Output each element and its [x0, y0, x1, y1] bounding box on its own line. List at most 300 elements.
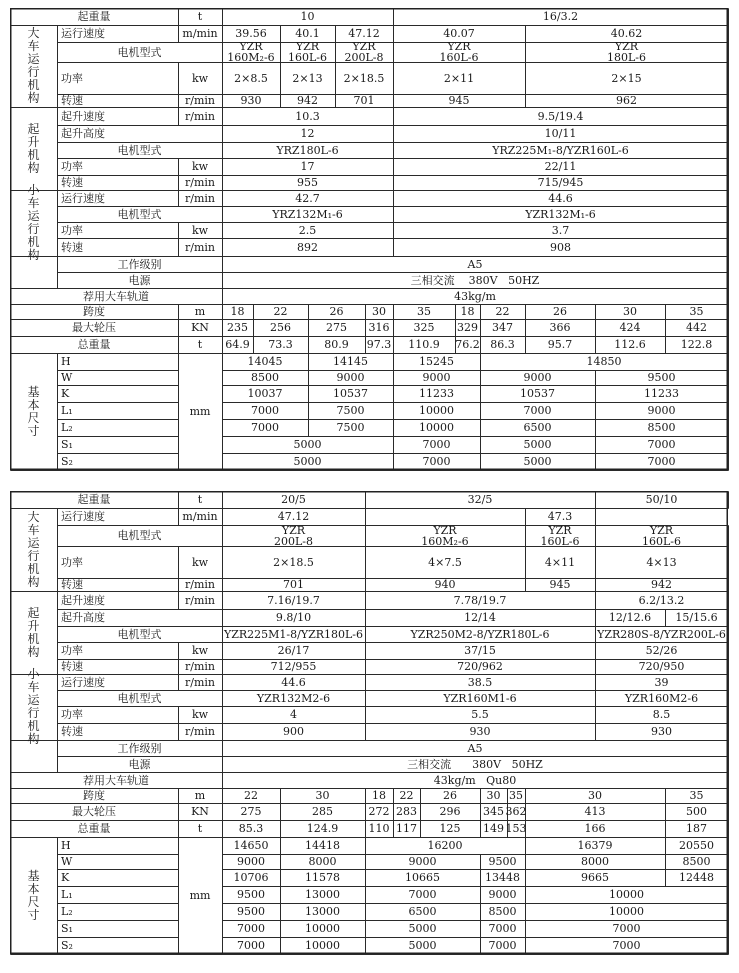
- table-cell: 10000: [305, 922, 340, 935]
- table-cell: 39: [654, 675, 669, 689]
- table-cell: 12/12.6: [608, 611, 652, 624]
- table-cell: 13000: [305, 888, 340, 901]
- table-cell: L₂: [61, 421, 73, 434]
- table-cell: 22: [495, 305, 510, 318]
- table-cell: K: [61, 387, 70, 400]
- table-cell: 9000: [647, 404, 676, 417]
- table-cell: 275: [240, 805, 262, 818]
- table-cell: 110.9: [408, 338, 440, 351]
- table-cell: 40.62: [610, 27, 643, 40]
- table-cell: 转速: [61, 578, 83, 591]
- table-cell: 11233: [644, 387, 679, 400]
- table-cell: 6500: [408, 905, 437, 918]
- table-cell: 47.12: [348, 27, 380, 40]
- table-cell: 总重量: [77, 338, 111, 351]
- table-cell: 起 升 机 构: [27, 121, 40, 175]
- table-cell: 10537: [520, 387, 555, 400]
- table-cell: 10/11: [544, 127, 577, 140]
- table-cell: 30: [315, 789, 330, 802]
- table-cell: 4: [290, 708, 297, 721]
- spec-table-1: [10, 8, 728, 478]
- table-cell: 8000: [581, 855, 609, 868]
- table-cell: 117: [396, 822, 417, 835]
- table-cell: 9500: [647, 371, 676, 384]
- table-cell: YZR225M1-8/YZR180L-6: [223, 627, 364, 641]
- table-cell: YRZ132M₁-6: [272, 207, 343, 221]
- table-cell: 9665: [581, 871, 609, 884]
- table-cell: 166: [584, 822, 606, 835]
- table-cell: YZR160M1-6: [443, 691, 517, 705]
- table-cell: 功率: [61, 71, 83, 85]
- table-cell: m: [194, 305, 206, 318]
- table-cell: 955: [297, 176, 318, 189]
- table-cell: 起升高度: [61, 611, 105, 624]
- table-cell: mm: [189, 405, 211, 418]
- table-cell: 9000: [237, 855, 265, 868]
- table-cell: 16379: [577, 839, 613, 852]
- table-cell: W: [61, 855, 73, 868]
- table-cell: 256: [270, 321, 291, 334]
- table-cell: 930: [651, 725, 672, 738]
- table-cell: YZR 200L-8: [273, 523, 313, 548]
- table-cell: 9.8/10: [275, 611, 312, 624]
- table-cell: 4×11: [544, 555, 576, 569]
- table-cell: 2×11: [443, 71, 475, 85]
- table-cell: m/min: [182, 510, 218, 523]
- table-cell: 2×18.5: [343, 71, 385, 85]
- table-cell: YZR 160L-6: [540, 523, 580, 548]
- table-cell: 4×13: [646, 555, 677, 569]
- table-cell: 22/11: [544, 160, 577, 173]
- table-cell: 153: [505, 822, 527, 835]
- table-cell: 9000: [523, 371, 552, 384]
- table-cell: 500: [686, 805, 707, 818]
- table-cell: 908: [550, 240, 571, 254]
- table-cell: 275: [326, 321, 347, 334]
- table-cell: 工作级别: [117, 741, 162, 755]
- table-cell: 442: [686, 321, 707, 334]
- table-cell: 26: [329, 305, 344, 318]
- table-cell: A5: [467, 257, 483, 271]
- table-cell: 22: [244, 789, 258, 802]
- table-cell: 942: [651, 578, 672, 591]
- table-cell: 930: [240, 94, 262, 107]
- table-cell: 962: [616, 94, 637, 107]
- table-cell: L₁: [61, 888, 73, 901]
- table-cell: 9000: [422, 371, 451, 384]
- table-cell: 5000: [293, 455, 322, 468]
- table-cell: 运行速度: [61, 675, 105, 689]
- table-cell: 14145: [333, 355, 368, 368]
- table-cell: 22: [399, 789, 414, 802]
- table-cell: H: [61, 355, 71, 368]
- table-cell: 44.6: [548, 191, 573, 205]
- table-cell: 701: [353, 94, 375, 107]
- table-cell: 424: [619, 321, 641, 334]
- table-cell: 5000: [523, 438, 552, 451]
- table-cell: YZR 200L-8: [344, 40, 384, 64]
- table-cell: 10000: [419, 404, 454, 417]
- table-cell: 362: [505, 805, 527, 818]
- table-cell: 总重量: [77, 822, 111, 835]
- table-cell: YRZ180L-6: [276, 143, 339, 157]
- table-cell: 小 车 运 行 机 构: [27, 667, 40, 746]
- table-cell: 32/5: [467, 493, 493, 506]
- table-cell: 76.2: [455, 338, 480, 351]
- table-cell: 10000: [609, 888, 644, 901]
- table-cell: m: [194, 789, 206, 802]
- table-cell: 12448: [679, 871, 714, 884]
- table-cell: 7000: [647, 438, 676, 451]
- table-cell: 892: [297, 240, 318, 254]
- table-cell: 7000: [422, 438, 451, 451]
- table-cell: t: [197, 493, 203, 506]
- table-cell: 18: [230, 305, 245, 318]
- table-cell: 97.3: [366, 338, 392, 351]
- table-cell: 5.5: [471, 708, 489, 721]
- table-cell: 122.8: [680, 338, 713, 351]
- table-cell: 功率: [61, 160, 83, 173]
- table-cell: r/min: [185, 109, 215, 123]
- table-cell: 345: [483, 805, 504, 818]
- table-cell: YZR 160L-6: [287, 40, 327, 64]
- table-cell: 235: [227, 321, 248, 334]
- table-cell: 7000: [488, 939, 517, 952]
- table-cell: KN: [191, 805, 209, 818]
- table-cell: W: [61, 371, 73, 384]
- table-cell: 47.12: [277, 510, 310, 523]
- table-cell: 三相交流 380V 50HZ: [407, 757, 543, 771]
- table-cell: 2×15: [611, 71, 642, 85]
- spec-table-2: [10, 491, 728, 963]
- table-cell: 10000: [609, 905, 644, 918]
- table-cell: 8000: [308, 855, 337, 868]
- table-cell: 85.3: [238, 822, 264, 835]
- table-cell: YRZ225M₁-8/YZR160L-6: [492, 143, 629, 157]
- table-cell: 35: [509, 789, 523, 802]
- table-cell: S₁: [61, 922, 73, 935]
- table-cell: 起升速度: [61, 109, 105, 123]
- table-cell: 16/3.2: [542, 10, 579, 23]
- table-cell: 124.9: [306, 822, 339, 835]
- table-cell: 9500: [237, 905, 265, 918]
- table-cell: kw: [191, 555, 209, 569]
- table-cell: 运行速度: [61, 510, 105, 523]
- table-cell: 7000: [408, 888, 437, 901]
- table-cell: 2×18.5: [273, 555, 314, 569]
- table-cell: 930: [469, 725, 491, 738]
- table-cell: 起重量: [77, 10, 111, 23]
- table-cell: 329: [457, 321, 478, 334]
- table-cell: 2×13: [292, 71, 323, 85]
- table-cell: r/min: [185, 725, 215, 738]
- table-cell: YZR 180L-6: [606, 40, 646, 64]
- table-cell: 转速: [61, 240, 83, 254]
- table-cell: 8500: [488, 905, 517, 918]
- table-cell: 功率: [61, 708, 83, 721]
- table-cell: 6500: [523, 421, 552, 434]
- table-cell: YZR132M2-6: [256, 691, 331, 705]
- table-cell: YZR 160L-6: [439, 40, 479, 64]
- table-cell: 转速: [61, 660, 83, 673]
- table-cell: 285: [312, 805, 333, 818]
- table-cell: 13448: [485, 871, 520, 884]
- table-cell: 2×8.5: [234, 71, 268, 85]
- table-cell: YZR160M2-6: [624, 691, 699, 705]
- table-cell: 10037: [247, 387, 283, 400]
- table-cell: 7.78/19.7: [453, 593, 507, 607]
- table-cell: 149: [483, 822, 504, 835]
- table-cell: YZR250M2-8/YZR180L-6: [410, 627, 550, 641]
- table-cell: 7.16/19.7: [267, 593, 320, 607]
- table-cell: H: [61, 839, 71, 852]
- table-cell: 基 本 尺 寸: [27, 868, 40, 922]
- table-cell: 运行速度: [61, 191, 105, 205]
- table-cell: 945: [448, 94, 470, 107]
- table-cell: 功率: [61, 644, 83, 657]
- table-cell: kw: [191, 644, 209, 657]
- table-cell: KN: [191, 321, 209, 334]
- table-cell: 325: [413, 321, 435, 334]
- table-cell: 50/10: [645, 493, 678, 506]
- table-cell: S₂: [61, 939, 73, 952]
- table-cell: 7000: [237, 922, 265, 935]
- table-cell: 40.1: [295, 27, 320, 40]
- table-cell: 4×7.5: [428, 555, 462, 569]
- table-cell: 712/955: [270, 660, 317, 673]
- table-cell: 7000: [523, 404, 552, 417]
- table-cell: 10665: [405, 871, 440, 884]
- table-cell: 3.7: [551, 223, 570, 237]
- table-cell: 37/15: [464, 644, 496, 657]
- table-cell: 8500: [251, 371, 279, 384]
- table-cell: 940: [434, 578, 456, 591]
- table-cell: 14650: [233, 839, 269, 852]
- table-cell: A5: [467, 741, 483, 755]
- table-cell: r/min: [185, 176, 215, 189]
- table-cell: r/min: [185, 675, 215, 689]
- table-cell: 26/17: [277, 644, 310, 657]
- table-cell: 大 车 运 行 机 构: [27, 509, 40, 589]
- table-cell: 10537: [333, 387, 368, 400]
- table-cell: 283: [396, 805, 417, 818]
- table-cell: 10000: [419, 421, 454, 434]
- table-cell: 电源: [128, 273, 151, 287]
- table-cell: YZR132M₁-6: [525, 207, 596, 221]
- table-cell: 17: [300, 160, 315, 173]
- table-cell: 22: [273, 305, 288, 318]
- table-cell: kw: [191, 708, 209, 721]
- table-cell: 11578: [305, 871, 340, 884]
- table-cell: kw: [191, 223, 209, 237]
- table-cell: m/min: [182, 27, 218, 40]
- table-cell: 30: [486, 789, 501, 802]
- table-cell: 7000: [251, 404, 279, 417]
- table-cell: 26: [443, 789, 457, 802]
- table-cell: 11233: [419, 387, 454, 400]
- table-cell: 电机型式: [117, 45, 162, 59]
- table-cell: 26: [553, 305, 567, 318]
- table-cell: 7000: [612, 922, 641, 935]
- table-cell: 工作级别: [117, 257, 162, 271]
- table-cell: 20/5: [281, 493, 306, 506]
- table-cell: 电机型式: [117, 529, 162, 542]
- table-cell: 8500: [647, 421, 676, 434]
- table-cell: r/min: [185, 660, 215, 673]
- table-cell: 35: [689, 305, 704, 318]
- table-cell: 80.9: [324, 338, 349, 351]
- table-cell: 运行速度: [61, 27, 105, 40]
- table-cell: 起升速度: [61, 593, 105, 607]
- table-cell: 9000: [408, 855, 437, 868]
- table-cell: 荐用大车轨道: [83, 773, 149, 787]
- table-cell: 701: [283, 578, 304, 591]
- table-cell: 187: [686, 822, 707, 835]
- table-cell: 电机型式: [117, 143, 162, 157]
- table-cell: 73.3: [268, 338, 293, 351]
- table-cell: 296: [439, 805, 461, 818]
- table-cell: YZR280S-8/YZR200L-6: [597, 627, 726, 641]
- table-cell: 荐用大车轨道: [83, 289, 149, 303]
- table-cell: 112.6: [614, 338, 646, 351]
- table-cell: L₁: [61, 404, 73, 417]
- table-cell: 最大轮压: [72, 321, 116, 334]
- table-cell: 10706: [233, 871, 269, 884]
- table-cell: r/min: [185, 191, 215, 205]
- table-cell: 95.7: [547, 338, 573, 351]
- table-cell: 起重量: [77, 493, 111, 506]
- table-cell: 转速: [61, 725, 83, 738]
- table-cell: 10000: [305, 939, 340, 952]
- table-cell: 7500: [336, 421, 365, 434]
- table-cell: 7000: [251, 421, 279, 434]
- table-cell: 转速: [61, 94, 83, 107]
- table-cell: 6.2/13.2: [638, 593, 685, 607]
- table-cell: 9500: [488, 855, 517, 868]
- table-cell: 39.56: [235, 27, 267, 40]
- table-cell: kw: [191, 71, 209, 85]
- table-cell: S₁: [61, 438, 73, 451]
- table-cell: t: [197, 338, 203, 351]
- table-cell: YZR 160M₂-6: [227, 40, 275, 64]
- table-cell: 720/962: [457, 660, 503, 673]
- table-cell: 43kg/m Qu80: [433, 773, 517, 787]
- table-cell: 20550: [679, 839, 714, 852]
- table-cell: 9000: [336, 371, 365, 384]
- table-cell: 电源: [128, 757, 151, 771]
- table-cell: 316: [368, 321, 390, 334]
- table-cell: 942: [297, 94, 318, 107]
- table-cell: 413: [584, 805, 606, 818]
- table-cell: YZR 160M₂-6: [421, 523, 469, 548]
- table-cell: 52/26: [645, 644, 678, 657]
- table-cell: 47.3: [547, 510, 573, 523]
- table-cell: 5000: [408, 939, 437, 952]
- table-cell: 272: [368, 805, 390, 818]
- table-cell: 8.5: [652, 708, 671, 721]
- table-cell: 功率: [61, 555, 83, 569]
- table-cell: 40.07: [443, 27, 475, 40]
- table-cell: L₂: [61, 905, 73, 918]
- table-cell: 5000: [293, 438, 322, 451]
- table-cell: 16200: [427, 839, 463, 852]
- table-cell: 8500: [682, 855, 711, 868]
- table-cell: 2.5: [298, 223, 317, 237]
- table-cell: 44.6: [281, 675, 306, 689]
- table-cell: r/min: [185, 593, 215, 607]
- table-cell: 43kg/m: [454, 289, 496, 303]
- table-cell: 10.3: [295, 109, 320, 123]
- table-cell: 347: [492, 321, 513, 334]
- table-cell: 35: [417, 305, 431, 318]
- table-cell: 366: [549, 321, 571, 334]
- table-cell: 9500: [237, 888, 265, 901]
- table-cell: mm: [189, 889, 211, 902]
- table-cell: 跨度: [83, 305, 105, 318]
- table-cell: 110: [368, 822, 390, 835]
- table-cell: 18: [460, 305, 475, 318]
- table-cell: YZR 160L-6: [641, 523, 681, 548]
- table-cell: 7000: [422, 455, 451, 468]
- table-cell: 功率: [61, 223, 83, 237]
- table-cell: 5000: [523, 455, 552, 468]
- table-cell: 14418: [305, 839, 340, 852]
- table-cell: r/min: [185, 240, 215, 254]
- table-cell: 7500: [336, 404, 365, 417]
- table-cell: 13000: [305, 905, 340, 918]
- table-cell: 转速: [61, 176, 83, 189]
- table-cell: 715/945: [537, 176, 584, 189]
- table-cell: 电机型式: [117, 627, 162, 641]
- table-cell: t: [197, 10, 203, 23]
- table-cell: 10: [300, 10, 315, 23]
- table-cell: 38.5: [467, 675, 493, 689]
- table-cell: 起升高度: [61, 127, 105, 140]
- table-cell: r/min: [185, 578, 215, 591]
- table-cell: 125: [439, 822, 461, 835]
- table-cell: 945: [549, 578, 571, 591]
- table-cell: S₂: [61, 455, 73, 468]
- table-cell: 30: [623, 305, 637, 318]
- table-cell: 电机型式: [117, 207, 162, 221]
- table-cell: 12/14: [464, 611, 496, 624]
- table-cell: 5000: [408, 922, 437, 935]
- table-cell: 64.9: [225, 338, 250, 351]
- table-cell: 小 车 运 行 机 构: [27, 183, 40, 262]
- table-cell: 大 车 运 行 机 构: [27, 26, 40, 105]
- table-cell: 14850: [586, 355, 622, 368]
- table-cell: 9000: [488, 888, 517, 901]
- table-cell: 起 升 机 构: [27, 605, 40, 659]
- table-cell: 15/15.6: [675, 611, 718, 624]
- table-cell: 最大轮压: [72, 805, 116, 818]
- table-cell: 7000: [237, 939, 265, 952]
- table-cell: 15245: [419, 355, 454, 368]
- table-cell: K: [61, 871, 70, 884]
- table-cell: 720/950: [638, 660, 685, 673]
- table-cell: 86.3: [490, 338, 515, 351]
- table-cell: 12: [300, 127, 315, 140]
- table-cell: t: [197, 822, 203, 835]
- table-cell: 跨度: [83, 789, 105, 802]
- table-cell: 18: [372, 789, 386, 802]
- table-cell: 900: [283, 725, 304, 738]
- table-cell: 9.5/19.4: [537, 109, 584, 123]
- table-cell: 30: [372, 305, 386, 318]
- table-cell: 30: [588, 789, 602, 802]
- table-cell: 7000: [647, 455, 676, 468]
- table-cell: 14045: [247, 355, 283, 368]
